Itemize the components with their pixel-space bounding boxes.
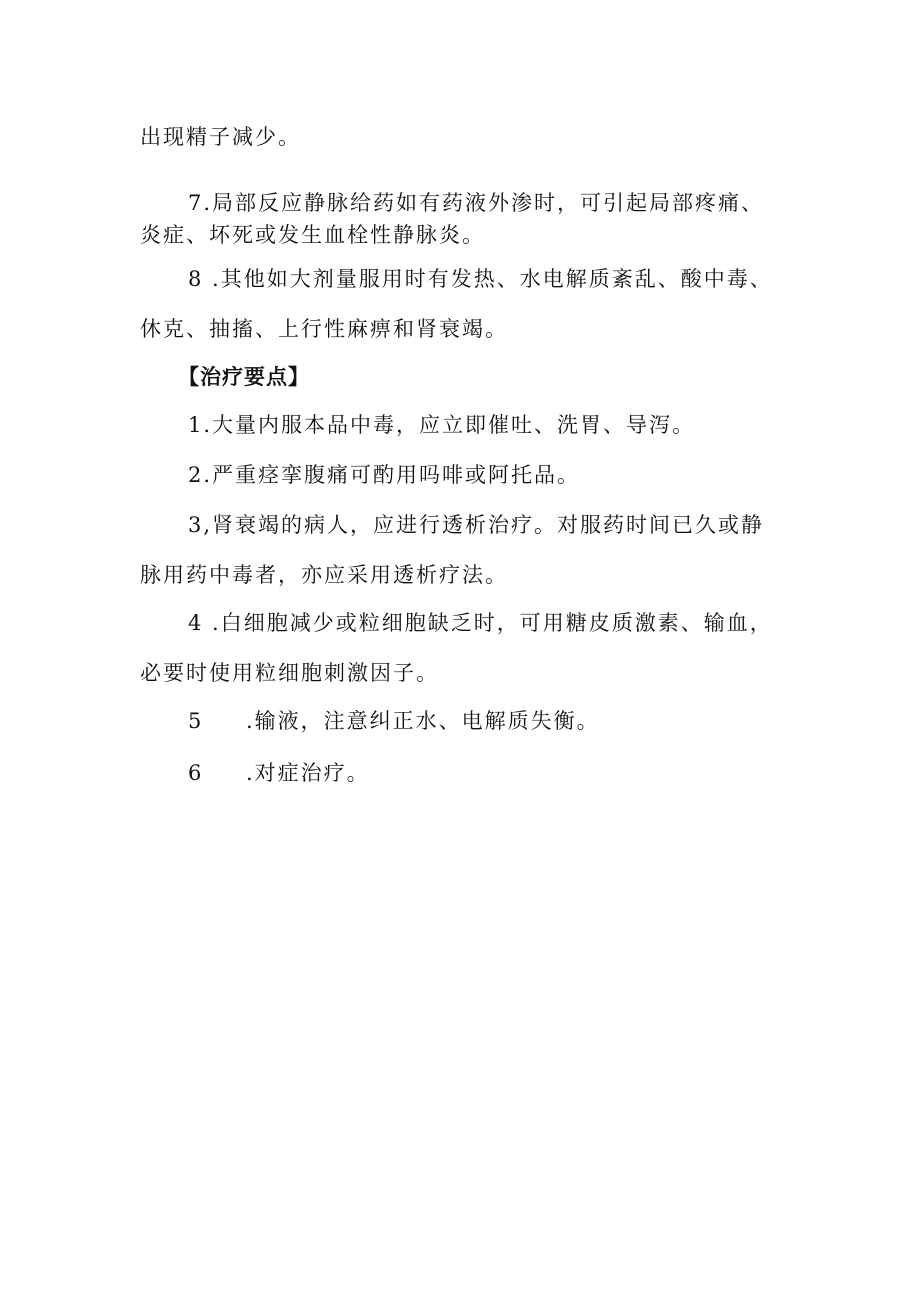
paragraph-line: 炎症、坏死或发生血栓性静脉炎。 [140, 223, 485, 247]
paragraph-line: 出现精子减少。 [140, 125, 301, 149]
treatment-item: 1.大量内服本品中毒，应立即催吐、洗胃、导泻。 [188, 413, 696, 437]
paragraph-line: 8 .其他如大剂量服用时有发热、水电解质紊乱、酸中毒、 [188, 267, 773, 291]
item-text: .输液，注意纠正水、电解质失衡。 [246, 709, 600, 733]
item-number: 6 [188, 761, 204, 785]
item-text: .对症治疗。 [246, 761, 370, 785]
paragraph-line: 必要时使用粒细胞刺激因子。 [140, 661, 439, 685]
item-number: 5 [188, 709, 204, 733]
treatment-item: 2.严重痉挛腹痛可酌用吗啡或阿托品。 [188, 463, 581, 487]
treatment-item [188, 760, 370, 786]
paragraph-line: 脉用药中毒者，亦应采用透析疗法。 [140, 563, 508, 587]
section-title: 【治疗要点】 [178, 364, 310, 389]
treatment-item [188, 708, 600, 734]
treatment-item: 3,肾衰竭的病人，应进行透析治疗。对服药时间已久或静 [188, 513, 765, 537]
paragraph-line: 休克、抽搐、上行性麻痹和肾衰竭。 [140, 317, 508, 341]
paragraph-line: 7.局部反应静脉给药如有药液外渗时，可引起局部疼痛、 [188, 191, 765, 215]
treatment-item: 4 .白细胞减少或粒细胞缺乏时，可用糖皮质激素、输血， [188, 611, 773, 635]
